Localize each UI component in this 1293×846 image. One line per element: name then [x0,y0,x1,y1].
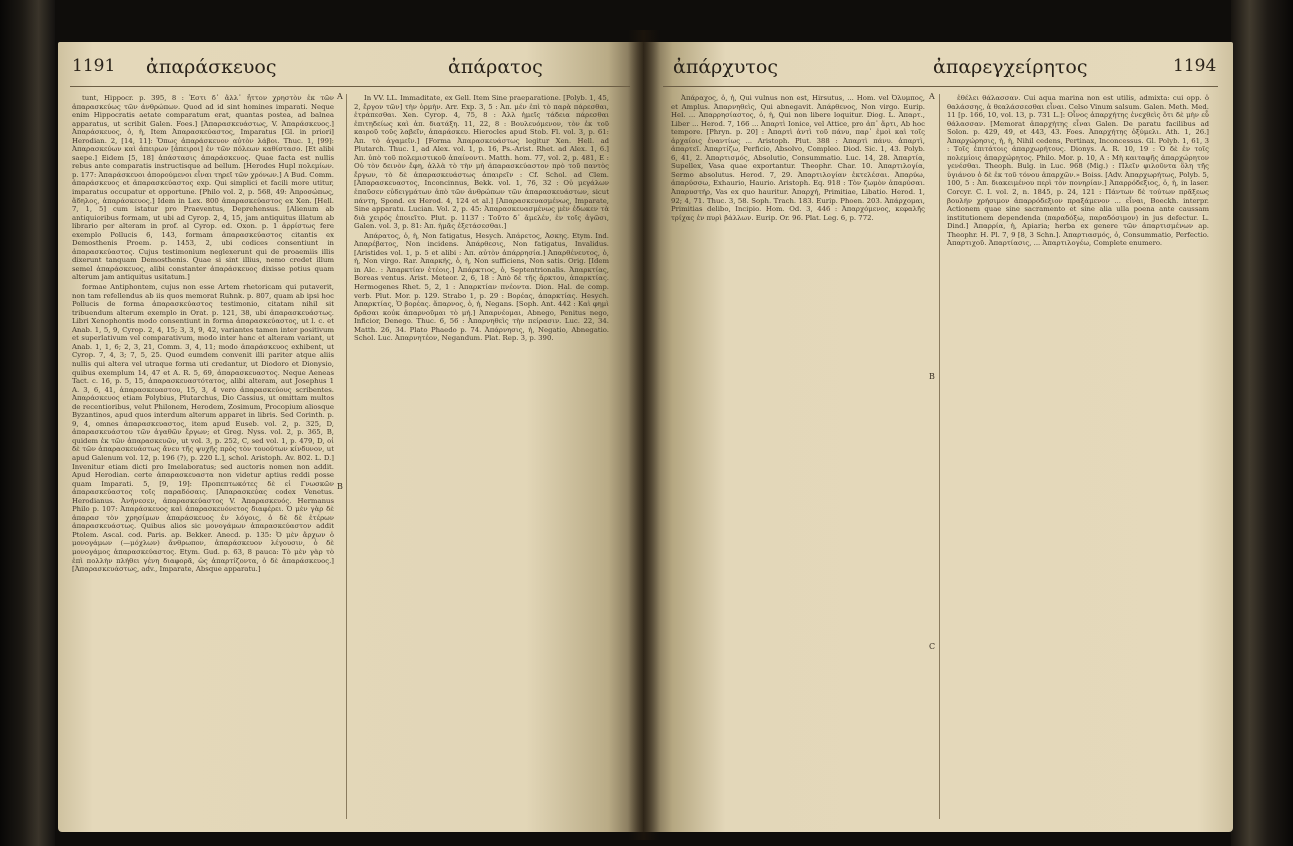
left-page-header [58,56,643,86]
right-section-marker-c: C [929,642,936,651]
right-column-2 [947,94,1209,824]
left-page-headword-right: ἀπάρατος [448,56,543,78]
right-page-stack [1231,0,1293,846]
left-col2-entries: In VV. LL. Immaditate, ex Gell. Item Sine praeparatione. [Polyb. 1, 45, 2, ἔργον τῶν] τὴν ὁρμὴν. Arr. Exp. 3, 5 : Ἀπ. μέν ἐπὶ τὸ παρὰ πάρεσθαι, ἐτράπεσθαι. Xen. Cyrop. 4, 75, 8 : Ἀλλ ἡμεῖς τάδεια πάρεσθαι ἐπιτηδείως καὶ ἀπ. διατάξη. 11, 22, 8 : Βουλευόμενον, τὸν ἐκ τοῦ καιροῦ τοῦς λαβεῖν, ἀπαράσκευ. Hierocles apud Stob. Fl. vol. 3, p. 61: Ἀπ. τὸ ἀγαμεῖν.] [Forma Ἀπαρασκευάστως legitur Xen. Hell. ad Plutarch. Thuc. 1, ad Alex. vol. 1, p. 16, Ps.-Arist. Rhet. ad Alex. 1, 6.] Ἀπ. ὑπὸ τοῦ πολεμιστικοῦ ἀπαίνοντι. Matth. hom. 77, vol. 2, p. 481, E : Οὐ τὸν δεινὸν ἔφη, ἀλλὰ τὸ τὴν μὴ ἀπαρασκεύαστον πρὸ τοῦ παντὸς ἔργων, τὸ δὲ ἀπαρασκευάστως ἀπαιρεῖν : Cf. Schol. ad Clem. [Ἀπαρασκευαστος, Inconcinnus, Bekk. vol. 1, 76, 32 : Οὐ μεγάλων ἐπαῦσεν εὐδειγμάτων ἀπὸ τῶν ἀνθρώπων τῶν ἀπαρασκευάστων, sicut πάντη, Spond. ex Herod. 4, 124 et al.] [Ἀπαρασκευασμένως, Imparate, Sine apparatu. Lucian. Vol. 2, p. 45: Ἀπαρασκευασμένως μὲν ἐδωκεν τὰ διὰ χειρός ἐποιεῖτο. Plut. p. 1137 : Τοῦτο δ᾽ ἄμελέν, ἐν τοῖς ἀγῶσι, Galen. vol. 3, p. 81: Ἀπ. ἡμᾶς ἐξετάσεσθαι.] [354,94,609,231]
left-col1-entries: tunt, Hippocr. p. 395, 8 : Ἐστι δ᾽ ἄλλ᾽ ἦττον χρηστὸν ἐκ τῶν ἀπαρασκεύως τῶν ἀνθρώπων. Quod ad id sint homines imparati. Neque enim Hippocratis aetate comparatum erat, quantas postea, ad balnea apparatus, ut scribit Galen. Foes.] [Ἀπαρασκευάστως, V. Ἀπαράσκευος.] Ἀπαράσκευος, ὁ, ἡ, Item Ἀπαρασκεύαστος, Imparatus [Gl. in priori] Herodian. 2, [14, 11]: Ὅπως ἀπαράσκευον αὐτὸν λάβοι. Thuc. 1, [99]: Ἀπαρασκεύων καὶ ἀπειρων [ἀπειροι] ἐν τῶν πόλεων καθίστασο. [Et alibi saepe.] Eidem [5, 18] ἀπάστασις ἀπαράσκευος. Quae facta est nullis rebus ante comparatis instructisque ad bellum. [Herodes Hupl πολεμίων. p. 177: Ἀπαράσκευοι ἀπορούμενοι εἶναι τηρεῖ τῶν χρόνων.] A Bud. Comm. ἀπαράσκευος et ἀπαρασκεύαστος exp. Qui simplici et facili more utitur, imparatus occupatur et opportune. [Philo vol. 2, p. 568, 49: Ἀπροσώπως, ἄδηλος, ἀπαράσκευος.] Idem in Lex. 800 ἀπαρασκεύαστος ex Xen. [Hell. 7, 1, 5] cum istatur pro Praeventus, Deprehensus. [Alienum ab antiquioribus formam, ut ubi ad Cyrop. 2, 4, 15, jam antiquitus illatum ab librario per alteram in prof. al Cyrop. ed. Oxon. p. 1 ἀρρίστως fere exemplo Pollucis 6, 143, formam ἀπαρασκεύαστος citantis ex Demosthenis Proem. p. 1453, 2, ubi codices consentiunt in ἀπαρασκεύαστος. Cujus testimonium neglexerunt qui de proaemiis illis dixerunt tanquam Demosthenis. Quae si sint illius, nemo credet illum semel ἀπαράσκευος, alibi constanter ἀπαράσκευος dixisse potius quam alterum jam antiquitus usitatum.] [72,94,334,282]
right-header-rule [663,86,1218,87]
left-page-headword: ἀπαράσκευος [146,56,277,78]
right-section-marker-a: A [929,92,935,101]
left-page-stack [0,0,55,846]
left-header-rule [70,86,630,87]
right-page-headword: ἀπαρεγχείρητος [933,56,1088,78]
left-column-divider [346,94,347,819]
right-page-header [643,56,1233,86]
section-marker-b: B [337,482,343,491]
right-column-divider [939,94,940,819]
section-marker-a: A [337,92,343,101]
right-section-marker-b: B [929,372,935,381]
right-page-headword-left: ἀπάρχυτος [673,56,778,78]
left-page [58,42,643,832]
right-col1-entries: Ἀπάραχος, ὁ, ἡ, Qui vulnus non est, Hirsutus, ... Hom. vel Ὀλυμπος, et Amplus. Ἀπαρνηθεὶς, Qui abnegavit. Ἀπάρθενος, Non virgo. Eurip. Hel. ... Ἀπαρρησίαστος, ὁ, ἡ, Qui non libere loquitur. Diog. L. Ἀπαρτ., Liber ... Herod. 7, 166 ... Ἀπαρτὶ Ionice, vel Attice, pro ἀπ᾽ ἄρτι, Ab hoc tempore. [Phryn. p. 20] : Ἀπαρτὶ ἀντὶ τοῦ πάνυ, παρ᾽ ἐμοὶ καὶ τοῖς ἀρχαίοις ἐναντίως ... Aristoph. Plut. 388 : Ἀπαρτὶ πάνυ. ἀπαρτὶ, ἀπαρτεῖ. Ἀπαρτίζω, Perficio, Absolvo, Compleo. Diod. Sic. 1, 43. Polyb. 6, 41, 2. Ἀπαρτισμός, Absolutio, Consummatio. Luc. 14, 28. Ἀπαρτία, Supellex, Vasa quae exportantur. Theophr. Char. 10. Ἀπαρτιλογία, Sermo absolutus. Herod. 7, 29. Ἀπαρτιλογίαν ἐκτελέσαι. Ἀπαρύω, ἀπαρύσσω, Exhaurio, Haurio. Aristoph. Eq. 918 : Τὸν ζωμὸν ἀπαρύσαι. Ἀπαρυστήρ, Vas ex quo hauritur. Ἀπαρχή, Primitiae, Libatio. Herod. 1, 92; 4, 71. Thuc. 3, 58. Soph. Trach. 183. Eurip. Phoen. 203. Ἀπάρχομαι, Primitias delibo, Incipio. Hom. Od. 3, 446 : Ἀπαρχόμενος, κεφαλῆς τρίχας ἐν πυρὶ βάλλων. Eurip. Or. 96. Plat. Leg. 6, p. 772. [671,94,925,222]
right-page-number: 1194 [1173,56,1217,76]
right-col2-entries: ἐθέλει θάλασσαν. Cui aqua marina non est utilis, admixta: cui opp. ὁ θαλάσσης, ἁ θεαλάσσεσθαι εἶναι. Celso Vinum salsum. Galen. Meth. Med. 11 [p. 166, 10, vol. 13, p. 731 L.]: Οἶνος ἀπαρχήτης ἐνεχθεὶς ὅτι δὲ μὴν εὖ θάλασσαν. [Memorat ἀπαρχήτης εἶναι Galen. De paratu facilibus ad Solon. p. 429, 49, et 443, 43. Foes. Ἀπαρχήτης ὀξύμελι. Ath. 1, 26.] Ἀπαρχώρησις, ἡ, ἡ, Nihil cedens, Pertinax, Inconcessus. Gl. Polyb. 1, 61, 3 : Τοῖς ἐπιτάτοις ἀπαρχωρήτους. Dionys. A. R. 10, 19 : Ὁ δὲ ἐν τοῖς πολεμίοις ἀπαρχώρητος. Philo. Mor. p. 10, A : Μὴ καιταφῆς ἀπαρχώρητον γενέσθαι. Theoph. Bulg. in Luc. 968 (Mig.) : Πλεῖν φιλοῦντα ὅλη τῆς ὑγιάνου ὁ δὲ ἐκ τοῦ τόνου ἀπαρχῶν.» Boiss. [Adv. Ἀπαρχωρήτως, Polyb. 5, 100, 5 : Ἀπ. διακειμένου περὶ τὸν πονηρίαν.] Ἀπαρρόδεξιος, ὁ, ἡ, in laser. Corcyr. C. I. vol. 2, n. 1845, p. 24, 121 : Πάντων δὲ τούτων πρᾶξεως βουλήν χρήσιμον ἀπαρρόδεξιον πραξάμενον ... εἶναι, Boeckh. interpr. Actionem quae sine sacramento et sine alia ulla poena ante caussam institutionem dependenda (παραδόξω, παραδόσιμον) in jus defectur. L. Dind.] Ἀπαρρία, ἡ, Apiaria; herba ex genere τῶν ἀπαρτισμένων ap. Theophr. H. Pl. 7, 9 [8, 3 Schn.]. Ἀπαρτιασμός, ὁ, Consummatio, Perfectio. Ἀπαρτιχοῦ. Ἀπαρτίασις, ... Ἀπαρτιλογέω, Complete enumero. [947,94,1209,248]
book-gutter [628,30,660,840]
right-column-1 [671,94,925,824]
left-col2-entries-continued: Ἀπάρατος, ὁ, ἡ, Non fatigatus, Hesych. Ἀπάρετος, Ἀσκης. Etym. Ind. Ἀπαρέβατος, Non incidens. Ἀπάρθεσις, Non fatigatus, Invalidus. [Aristides vol. 1, p. 5 et alibi : Ἀπ. αὐτὸν ἀπάρρησία.] Ἀπαρθένευτος, ὁ, ἡ, Non virgo. Rar. Ἀπαρκής, ὁ, ἡ, Non sufficiens, Non satis. Orig. [Idem in Alc. : Ἀπαρκτίαν ἐτέοις.] Ἀπάρκτιος, ὁ, Septentrionalis. Ἀπαρκτίας, Boreas ventus. Arist. Meteor. 2, 6, 18 : Ἀπὸ δὲ τῆς ἄρκτου, ἀπαρκτίας. Hermogenes Rhet. 5, 2, 1 : Ἀπαρκτίαν πνέοντα. Dion. Hal. de comp. verb. Plut. Mor. p. 129. Strabo 1, p. 29 : Βορέας, ἀπαρκτίας. Hesych. Ἀπαρκτίας, Ὁ βορέας. ἄπαρνος, ὁ, ἡ, Negans. [Soph. Ant. 442 : Καὶ φημὶ δρᾶσαι κοὐκ ἀπαρνοῦμαι τὸ μή.] Ἀπαρνέομαι, Abnego, Penitus nego, Inficior, Denego. Thuc. 6, 56 : Ἀπαρνηθεὶς τὴν πείρασιν. Luc. 22, 34. Matth. 26, 34. Plato Phaedo p. 74. Ἀπάρνησις, ἡ, Negatio, Abnegatio. Schol. Luc. Ἀπαρνητέον, Negandum. Plat. Rep. 3, p. 390. [354,231,609,343]
left-page-number: 1191 [72,56,116,76]
left-column-2 [354,94,609,824]
left-col1-entries-continued: formae Antiphontem, cujus non esse Artem rhetoricam qui putaverit, non tam refellendus ab iis quos memorat Ruhnk. p. 807, quam ab ipsi hoc Pollucis de forma ἀπαρασκεύαστος testimonio, citatam nihil sit tribuendum alterum exemplo in Orat. p. 121, 38, ubi ἀπαρασκευάστως. Libri Xenophontis modo consentiunt in forma ἀπαρασκεύαστος, ut l. c. et Anab. 1, 5, 9, Cyrop. 2, 4, 15; 3, 3, 9, 42, variantes tamen inter positivum et superlativum vel comparativum, modo inter hanc et alteram variant, ut Anab. 1, 1, 6; 2, 3, 21, Comm. 3, 4, 11; modo ἀπαράσκευος exhibent, ut Cyrop. 7, 4, 3; 7, 5, 25. Quod eumdem convenit illi pariter atque aliis nullis qui altera vel utraque forma uti credantur, ut Diodoro et Dionysio, quibus exemplum 14, 47 et A. R. 5, 69, ἀπαρασκευαστος. Neque Aeneas Tact. c. 16, p. 5, 15, ἀπαρασκευαστότατος, alibi alteram, aut Josephus 1 A. 3, 6, 41, ἀπαρασκευαστου, 15, 3, 4 vero ἀπαρασκεύους scribentes. Ἀπαράσκευος etiam Polybius, Plutarchus, Dio Cassius, ut omittam multos de recentioribus, velut Philonem, Herodem, Zosimum, Procopium aliosque Byzantinos, apud quos interdum alterum apparet in libris. Sed Corinth. p. 9, 4, omnes ἀπαρασκευαστος, item apud Euseb. vol. 2, p. 325, D, ἀπαρασκευάστου τῶν ἀγαθῶν ἔργων; et Greg. Nyss. vol. 2, p. 365, B, quidem ἐκ τῶν ἀπαρασκευῶν, ut vol. 3, p. 252, C, sed vol. 1, p. 479, D, οἱ δὲ τῶν ἀπαρασκευάστως ἄνευ τῆς ψυχῆς πρὸς τὸν τουούτων κίνδυνον, ut apud Galenum vol. 12, p. 196 (?), p. 220 L.], schol. Aristoph. Av. 802. L. D.] Invenitur etiam dicti pro Imelaboratus; sed auctoris nomen non addit. Apud Herodian. certe ἀπαρασκευαστα non videtur aptius reddi posse quam Imparati. 5, [9, 19]: Προπεπτωκότες δὲ εἰ Γνωσκῶν ἀπαρασκεύαστος τοῖς παραδόσαις. [Ἀπαρασκεύας codex Venetus. Herodianus. Ἀνήνεσεν, ἀπαρασκεύαστος V. Ἀπαρασκευός. Hermanus Philo p. 107: Ἀπαράσκευος καὶ ἀπαρασκευόνετος διαφέρει. Ὁ μὲν γὰρ δὲ ἀπαρασ τὸν χρησίμων ἀπαράσκευος ἐν λόγοις, ὁ δὲ δὲ ἐτέρων ἀπαρασκευάστως. Quibus alios sic μονογάμων ἀπαρασκεύαστον addit Ptolem. Ascal. cod. Paris. ap. Bekker. Anecd. p. 135: Ὁ μὲν ἄρχων ὁ μονογάμων (—μόχλων) ἄνθρωπον, ἀπαράσκευον λέγουσιν, ὁ δὲ μονογάμος ἀπαρασκεύαστος. Etym. Gud. p. 63, 8 pauca: Τὸ μὲν γὰρ τὸ ἐπὶ πολλὴν πλήθει γένη διαφορᾶ, ὡς ἀπαρτίζοντα, ὁ δὲ ἀπαράσκευος.] [Ἀπαρασκευάστως, adv., Imparate, Absque apparatu.] [72,283,334,574]
left-column-1 [72,94,334,824]
right-page [643,42,1233,832]
